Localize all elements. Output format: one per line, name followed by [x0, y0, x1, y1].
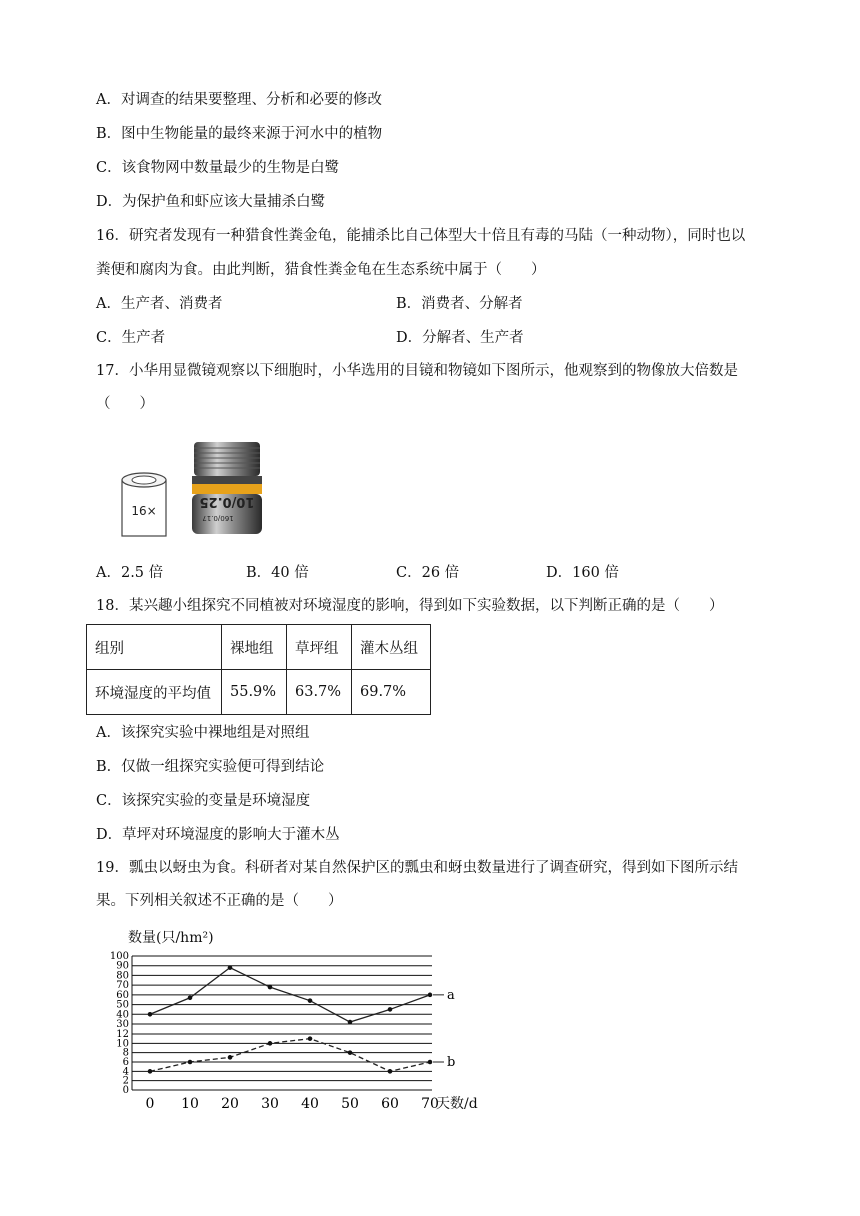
q18-option-b: B．仅做一组探究实验便可得到结论 — [96, 759, 325, 775]
q17-option-b: B．40 倍 — [246, 565, 309, 581]
data-point-a — [388, 1007, 393, 1012]
y-tick-label: 60 — [116, 989, 129, 1001]
data-point-b — [388, 1069, 393, 1074]
q19-stem-line2: 果。下列相关叙述不正确的是（ ） — [96, 893, 343, 909]
q17-option-a: A．2.5 倍 — [96, 565, 164, 581]
chart-ylabel: 数量(只/hm²) — [128, 930, 214, 946]
objective-small-label: 160/0.17 — [202, 514, 234, 522]
y-tick-label: 8 — [122, 1047, 129, 1059]
q15-option-c: C．该食物网中数量最少的生物是白鹭 — [96, 160, 340, 176]
objective-label: 10/0.25 — [199, 494, 255, 509]
y-tick-label: 50 — [116, 999, 129, 1011]
y-tick-label: 80 — [116, 970, 129, 982]
table-cell: 灌木丛组 — [352, 625, 431, 670]
x-tick-label: 0 — [145, 1096, 155, 1112]
data-point-a — [188, 995, 193, 1000]
table-cell: 裸地组 — [222, 625, 287, 670]
q16-option-c: C．生产者 — [96, 330, 166, 346]
data-point-b — [348, 1050, 353, 1055]
data-point-a — [148, 1012, 153, 1017]
eyepiece-icon — [122, 473, 166, 536]
q17-stem-line2: （ ） — [96, 396, 154, 412]
y-tick-label: 6 — [122, 1057, 129, 1068]
table-header-row — [87, 625, 431, 670]
y-tick-label: 2 — [122, 1075, 129, 1087]
q16-option-a: A．生产者、消费者 — [96, 296, 223, 312]
y-tick-label: 0 — [122, 1085, 129, 1096]
y-tick-label: 4 — [122, 1066, 129, 1078]
q16-stem-line1: 16．研究者发现有一种猎食性粪金龟，能捕杀比自己体型大十倍且有毒的马陆（一种动物），同时也以 — [96, 228, 746, 244]
table-cell: 草坪组 — [287, 625, 352, 670]
objective-lens-icon — [192, 442, 262, 534]
data-point-b — [308, 1036, 313, 1041]
q17-stem-line1: 17．小华用显微镜观察以下细胞时，小华选用的目镜和物镜如下图所示，他观察到的物像放大倍数是 — [96, 363, 738, 379]
y-tick-label: 40 — [116, 1009, 129, 1021]
series-label-b: b — [447, 1055, 456, 1070]
series-label-a: a — [447, 987, 455, 1003]
x-tick-label: 50 — [341, 1096, 359, 1112]
x-tick-label: 30 — [261, 1096, 279, 1112]
q18-stem: 18．某兴趣小组探究不同植被对环境湿度的影响，得到如下实验数据，以下判断正确的是（ ） — [96, 598, 724, 614]
data-point-a — [228, 965, 233, 970]
data-point-b — [268, 1041, 273, 1046]
y-tick-label: 70 — [116, 980, 129, 992]
q17-option-c: C．26 倍 — [396, 565, 460, 581]
q16-option-b: B．消费者、分解者 — [396, 296, 523, 312]
microscope-lenses-figure — [118, 440, 268, 540]
table-cell: 55.9% — [222, 670, 287, 715]
data-point-b — [148, 1069, 153, 1074]
table-cell: 63.7% — [287, 670, 352, 715]
x-tick-label: 60 — [381, 1096, 399, 1112]
data-point-a — [348, 1020, 353, 1025]
table-row — [87, 670, 431, 715]
population-line-chart — [100, 926, 500, 1116]
data-point-b — [188, 1060, 193, 1065]
q17-option-d: D．160 倍 — [546, 565, 619, 581]
q15-option-d: D．为保护鱼和虾应该大量捕杀白鹭 — [96, 194, 326, 210]
chart-xlabel: 天数/d — [436, 1096, 478, 1112]
q18-option-a: A．该探究实验中裸地组是对照组 — [96, 725, 310, 741]
table-cell: 环境湿度的平均值 — [87, 670, 222, 715]
data-point-a — [308, 998, 313, 1003]
q15-option-a: A．对调查的结果要整理、分析和必要的修改 — [96, 92, 382, 108]
table-cell: 组别 — [87, 625, 222, 670]
q15-option-b: B．图中生物能量的最终来源于河水中的植物 — [96, 126, 383, 142]
eyepiece-label: 16× — [131, 504, 157, 518]
y-tick-label: 30 — [116, 1019, 129, 1030]
data-point-b — [228, 1055, 233, 1060]
data-point-b — [428, 1060, 433, 1065]
q18-option-c: C．该探究实验的变量是环境湿度 — [96, 793, 311, 809]
q16-stem-line2: 粪便和腐肉为食。由此判断，猎食性粪金龟在生态系统中属于（ ） — [96, 262, 546, 278]
y-tick-label: 12 — [116, 1029, 129, 1040]
data-point-a — [428, 993, 433, 998]
y-tick-label: 100 — [109, 951, 129, 962]
q16-option-d: D．分解者、生产者 — [396, 330, 524, 346]
experiment-table — [86, 624, 431, 715]
y-tick-label: 90 — [116, 960, 129, 972]
q19-stem-line1: 19．瓢虫以蚜虫为食。科研者对某自然保护区的瓢虫和蚜虫数量进行了调查研究，得到如下图所示结 — [96, 860, 738, 876]
x-tick-label: 70 — [421, 1096, 439, 1112]
x-tick-label: 40 — [301, 1096, 319, 1112]
q18-option-d: D．草坪对环境湿度的影响大于灌木丛 — [96, 827, 340, 843]
data-point-a — [268, 985, 273, 990]
table-cell: 69.7% — [352, 670, 431, 715]
y-tick-label: 10 — [116, 1038, 129, 1050]
x-tick-label: 10 — [181, 1096, 199, 1112]
x-tick-label: 20 — [221, 1096, 239, 1112]
